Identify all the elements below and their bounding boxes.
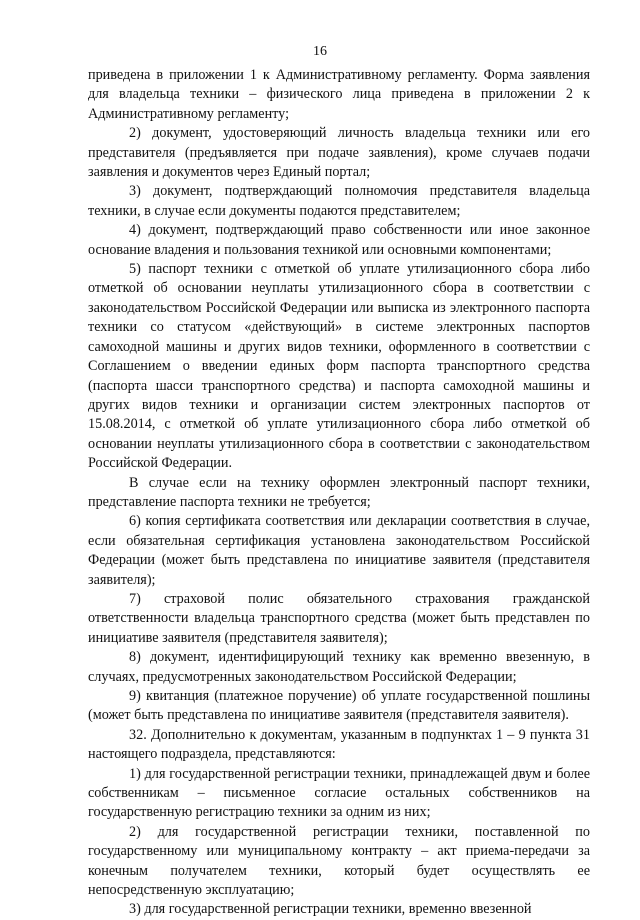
- paragraph-32-item-3: 3) для государственной регистрации техники, временно ввезенной: [129, 901, 532, 918]
- paragraph-item-6: 6) копия сертификата соответствия или декларации соответствия в случае, если обязательная сертификация установлена законодательством Российской Федерации (может быть представлена по инициативе заявителя (представителя заявителя);: [88, 513, 590, 588]
- paragraph-electronic-passport: В случае если на технику оформлен электронный паспорт техники, представление паспорта техники не требуется;: [88, 474, 590, 510]
- paragraph-item-4: 4) документ, подтверждающий право собственности или иное законное основание владения и пользования техникой или основными компонентами;: [88, 222, 590, 258]
- page-number: 16: [313, 44, 327, 59]
- paragraph-32-item-1: 1) для государственной регистрации техники, принадлежащей двум и более собственникам – письменное согласие остальных собственников на государственную регистрацию техники за одним из них;: [88, 765, 590, 821]
- paragraph-item-2: 2) документ, удостоверяющий личность владельца техники или его представителя (предъявляется при подаче заявления), кроме случаев подачи заявления и документов через Единый портал;: [88, 125, 590, 181]
- paragraph-32-item-2: 2) для государственной регистрации техники, поставленной по государственному или муниципальному контракту – акт приема-передачи за конечным получателем техники, который будет осуществлять ее непосредственную эксплуатацию;: [88, 823, 590, 899]
- paragraph-item-7: 7) страховой полис обязательного страхования гражданской ответственности владельца транспортного средства (может быть представлен по инициативе заявителя (представителя заявителя);: [88, 590, 590, 646]
- paragraph-item-9: 9) квитанция (платежное поручение) об уплате государственной пошлины (может быть представлена по инициативе заявителя (представителя заявителя).: [88, 688, 590, 724]
- paragraph-form-reference: приведена в приложении 1 к Административному регламенту. Форма заявления для владельца техники – физического лица приведена в приложении 2 к Административному регламенту;: [88, 67, 590, 122]
- paragraph-section-32: 32. Дополнительно к документам, указанным в подпунктах 1 – 9 пункта 31 настоящего подраздела, представляются:: [88, 726, 590, 763]
- paragraph-item-5: 5) паспорт техники с отметкой об уплате утилизационного сбора либо отметкой об основании неуплаты утилизационного сбора в соответствии с законодательством Российской Федерации или выписка из электронного паспорта техники со статусом «действующий» в системе электронных паспортов самоходной машины и других видов техники, оформленного в соответствии с Соглашением о введении единых форм паспорта транспортного средства (паспорта шасси транспортного средства) и паспорта самоходной машины и других видов техники и организации систем электронных паспортов от 15.08.2014, с отметкой об уплате утилизационного сбора либо отметкой об основании неуплаты утилизационного сбора в соответствии с законодательством Российской Федерации.: [88, 261, 590, 472]
- document-body: [88, 66, 590, 920]
- paragraph-item-3: 3) документ, подтверждающий полномочия представителя владельца техники, в случае если документы подаются представителем;: [88, 183, 590, 219]
- paragraph-item-8: 8) документ, идентифицирующий технику как временно ввезенную, в случаях, предусмотренных законодательством Российской Федерации;: [88, 649, 590, 685]
